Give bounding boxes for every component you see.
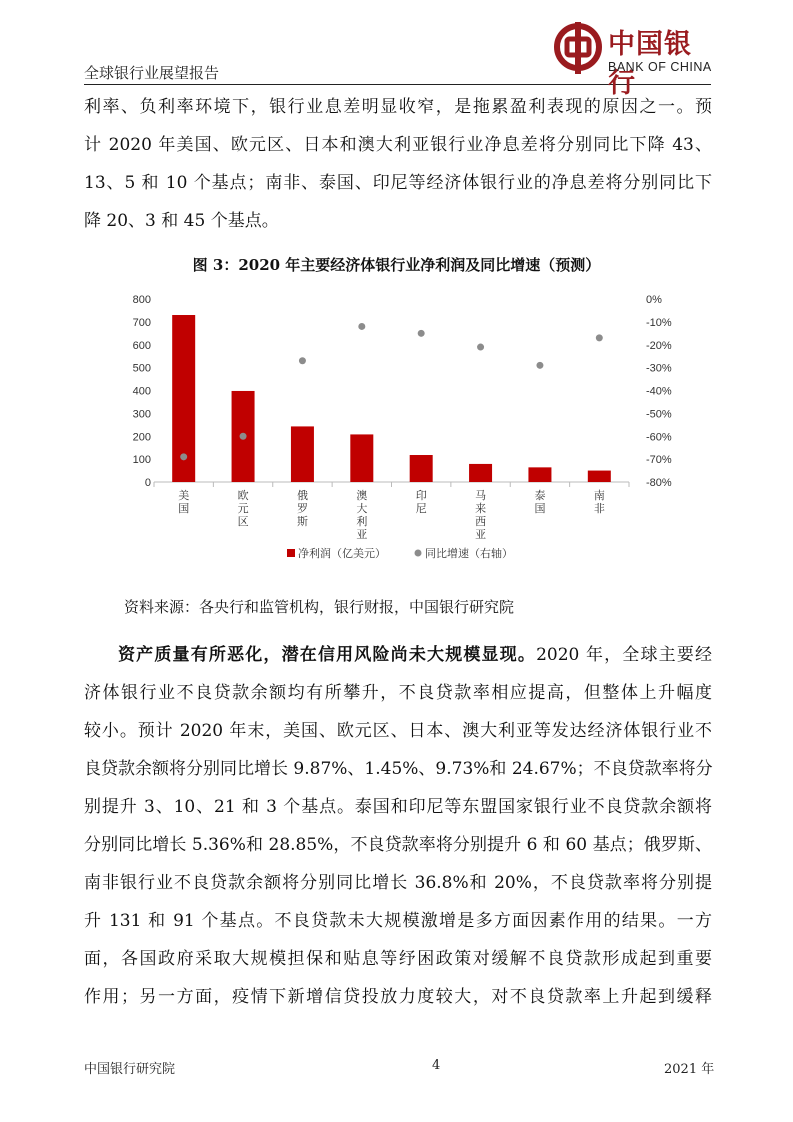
bar-澳大利亚 (350, 434, 373, 482)
bar-印尼 (410, 455, 433, 482)
category-label-char: 国 (534, 502, 546, 515)
bar-泰国 (528, 467, 551, 482)
category-label-char: 大 (356, 502, 368, 515)
bar-俄罗斯 (291, 426, 314, 482)
legend-label-growth: 同比增速（右轴） (425, 547, 513, 560)
y-tick-label: 700 (132, 316, 151, 329)
text-line: 良贷款余额将分别同比增长 9.87%、1.45%、9.73%和 24.67%；不良贷款率将分 (84, 759, 713, 779)
y2-tick-label: -20% (646, 339, 672, 352)
y-tick-label: 300 (132, 408, 151, 421)
text-line: 别提升 3、10、21 和 3 个基点。泰国和印尼等东盟国家银行业不良贷款余额将 (84, 797, 712, 817)
category-label-char: 元 (237, 502, 249, 515)
paragraph-lead-rest: 2020 年，全球主要经 (536, 645, 713, 665)
text-line: 升 131 和 91 个基点。不良贷款未大规模激增是多方面因素作用的结果。一方 (84, 911, 712, 931)
category-label-char: 欧 (237, 489, 249, 502)
page-number: 4 (432, 1058, 441, 1073)
y-tick-label: 400 (132, 385, 151, 398)
category-label-char: 亚 (475, 528, 487, 541)
logo-english-name: BANK OF CHINA (608, 60, 712, 74)
footer-org: 中国银行研究院 (84, 1062, 176, 1077)
text-line: 面，各国政府采取大规模担保和贴息等纾困政策对缓解不良贷款形成起到重要 (84, 949, 712, 969)
text-line: 南非银行业不良贷款余额将分别同比增长 36.8%和 20%，不良贷款率将分别提 (84, 873, 712, 893)
category-label-char: 马 (475, 489, 487, 502)
text-line: 降 20、3 和 45 个基点。 (84, 211, 279, 231)
category-label-char: 来 (475, 502, 487, 515)
y-tick-label: 600 (132, 339, 151, 352)
category-label-char: 南 (593, 489, 605, 502)
text-line: 济体银行业不良贷款余额均有所攀升，不良贷款率相应提高，但整体上升幅度 (84, 683, 712, 703)
y2-tick-label: -70% (646, 454, 672, 467)
y2-tick-label: -80% (646, 477, 672, 489)
text-line: 计 2020 年美国、欧元区、日本和澳大利亚银行业净息差将分别同比下降 43、 (84, 135, 712, 155)
text-line: 分别同比增长 5.36%和 28.85%，不良贷款率将分别提升 6 和 60 基点；俄罗斯、 (84, 835, 712, 855)
y2-tick-label: -40% (646, 385, 672, 398)
point-南非 (596, 334, 603, 341)
y-tick-label: 0 (144, 477, 151, 489)
y-tick-label: 200 (132, 431, 151, 444)
category-label-char: 利 (356, 515, 368, 528)
y-tick-label: 500 (132, 362, 151, 375)
point-俄罗斯 (299, 357, 306, 364)
y2-tick-label: -60% (646, 431, 672, 444)
y2-tick-label: -30% (646, 362, 672, 375)
bank-logo (553, 18, 713, 99)
bar-马来西亚 (469, 464, 492, 482)
category-label-char: 非 (593, 502, 605, 515)
y2-tick-label: -50% (646, 408, 672, 421)
y2-tick-label: -10% (646, 316, 672, 329)
category-label-char: 尼 (415, 502, 427, 515)
y-tick-label: 800 (132, 294, 151, 306)
footer-year: 2021 年 (664, 1062, 715, 1077)
text-line (84, 636, 712, 674)
bank-of-china-emblem-icon (553, 20, 603, 76)
legend-swatch-net-profit (287, 549, 295, 557)
text-line: 作用；另一方面，疫情下新增信贷投放力度较大，对不良贷款率上升起到缓释 (84, 987, 712, 1007)
category-label-char: 斯 (296, 515, 308, 528)
category-label-char: 美 (178, 489, 190, 502)
point-泰国 (536, 362, 543, 369)
category-label-char: 亚 (356, 528, 368, 541)
point-澳大利亚 (358, 323, 365, 330)
paragraph-lead: 资产质量有所恶化，潜在信用风险尚未大规模显现。 (118, 645, 537, 665)
text-line: 13、5 和 10 个基点；南非、泰国、印尼等经济体银行业的净息差将分别同比下 (84, 173, 712, 193)
category-label-char: 印 (415, 489, 427, 502)
legend-label-net-profit: 净利润（亿美元） (298, 547, 386, 560)
category-label-char: 泰 (534, 489, 546, 502)
paragraph-asset-quality (84, 636, 712, 1016)
category-label-char: 西 (475, 515, 487, 528)
bar-南非 (588, 471, 611, 482)
point-美国 (180, 453, 187, 460)
category-label-char: 区 (237, 515, 249, 528)
paragraph-interest-margin (84, 88, 712, 240)
header-title: 全球银行业展望报告 (84, 64, 220, 82)
legend-marker-growth (415, 550, 422, 557)
text-line: 利率、负利率环境下，银行业息差明显收窄，是拖累盈利表现的原因之一。预 (84, 97, 712, 117)
category-label-char: 澳 (356, 489, 368, 502)
y2-tick-label: 0% (646, 294, 662, 306)
text-line: 较小。预计 2020 年末，美国、欧元区、日本、澳大利亚等发达经济体银行业不 (84, 721, 712, 741)
category-label-char: 俄 (296, 489, 308, 502)
y-tick-label: 100 (132, 454, 151, 467)
point-印尼 (418, 330, 425, 337)
figure-source: 资料来源：各央行和监管机构，银行财报，中国银行研究院 (124, 598, 515, 616)
net-profit-chart (84, 282, 684, 582)
category-label-char: 国 (178, 502, 190, 515)
point-马来西亚 (477, 344, 484, 351)
logo-chinese-name: 中国银行 (608, 29, 692, 99)
figure-title: 图 3：2020 年主要经济体银行业净利润及同比增速（预测） (192, 256, 601, 274)
point-欧元区 (240, 433, 247, 440)
category-label-char: 罗 (296, 502, 308, 515)
